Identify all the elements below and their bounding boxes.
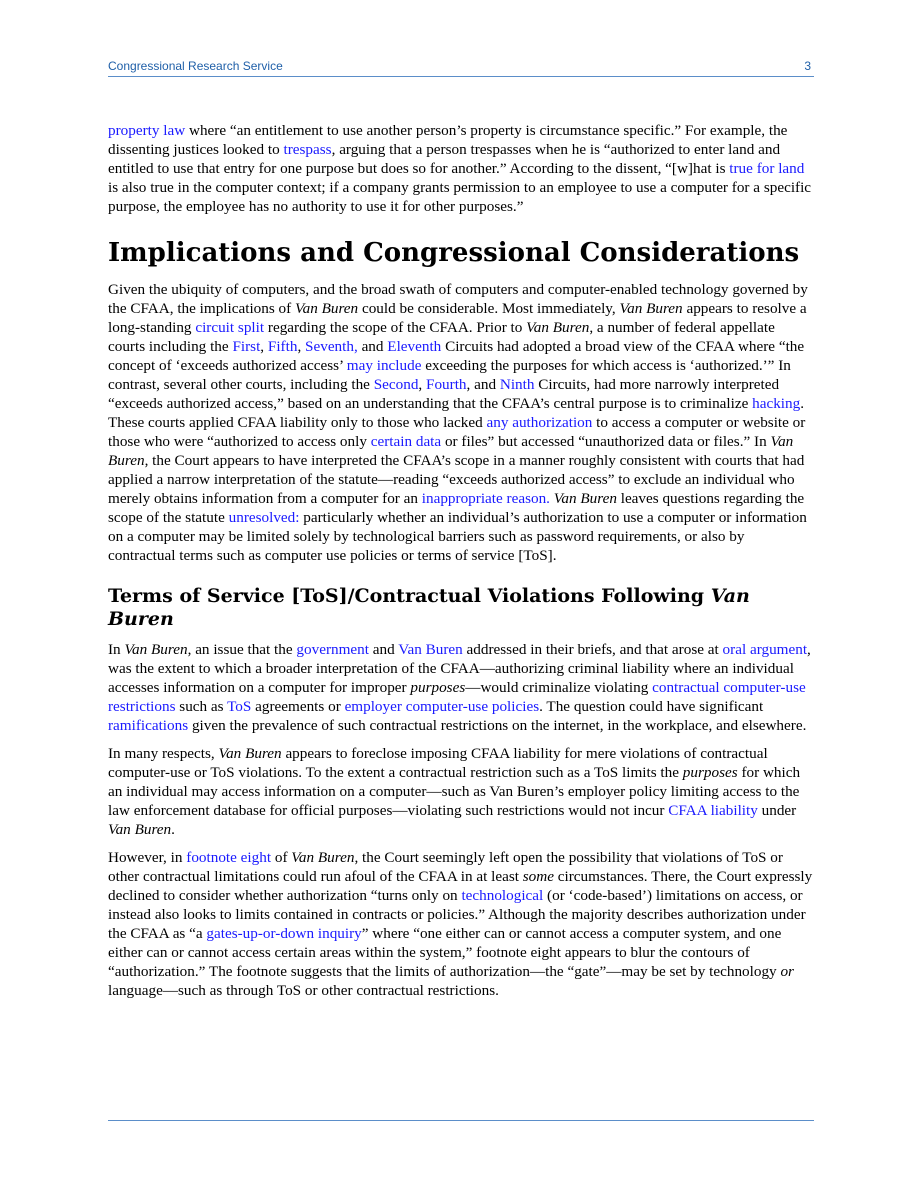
paragraph-tos-issue — [108, 640, 814, 735]
page-header — [108, 58, 814, 77]
text: circumstances. There, the Court expressly declined to consider whether authorization “turns only on — [108, 868, 813, 904]
text: Circuits had adopted a broad view of the CFAA where “the concept of ‘exceeds authorized access’ — [108, 338, 805, 374]
link-true-for-land[interactable]: true for land — [729, 160, 805, 177]
text: to access a computer or website or those who were “authorized to access only — [108, 414, 806, 450]
link-may-include[interactable]: may include — [346, 357, 422, 374]
link-technological[interactable]: technological — [461, 887, 544, 904]
section-heading-implications: Implications and Congressional Considerations — [108, 238, 800, 268]
text: or files” but accessed “unauthorized data or files.” In — [441, 433, 771, 450]
text: , was the extent to which a broader interpretation of the CFAA—authorizing criminal liability where an individual accesses information on a computer for improper — [108, 641, 811, 696]
text: . The question could have significant — [539, 698, 764, 715]
page-number: 3 — [804, 59, 811, 73]
link-unresolved[interactable]: unresolved: — [228, 509, 300, 526]
case-name: Van Buren — [291, 849, 355, 866]
text: , a number of federal appellate courts including the — [108, 319, 775, 355]
case-name: Van Buren — [218, 745, 282, 762]
link-government[interactable]: government — [296, 641, 369, 658]
link-tos[interactable]: ToS — [227, 698, 252, 715]
text: given the prevalence of such contractual restrictions on the internet, in the workplace, and elsewhere. — [188, 717, 807, 734]
case-name: Van Buren — [124, 641, 188, 658]
case-name: Van Buren — [526, 319, 590, 336]
text: where “an entitlement to use another person’s property is circumstance specific.” For example, the dissenting justices looked to — [108, 122, 788, 158]
link-trespass[interactable]: trespass — [283, 141, 332, 158]
footer-divider — [108, 1120, 814, 1121]
subsection-heading-tos — [108, 585, 814, 631]
text: regarding the scope of the CFAA. Prior to — [264, 319, 527, 336]
link-contractual-restrictions[interactable]: contractual computer-use restrictions — [108, 679, 806, 715]
text: , arguing that a person trespasses when he is “authorized to enter land and entitled to use that entry for one purpose but does so for another.” According to the dissent, “[w]hat is — [108, 141, 781, 177]
text: . These courts applied CFAA liability only to those who lacked — [108, 395, 804, 431]
text: , — [418, 376, 427, 393]
text: language—such as through ToS or other contractual restrictions. — [108, 982, 499, 999]
text: . — [171, 821, 175, 838]
text: agreements or — [251, 698, 345, 715]
text: ” where “one either can or cannot access a computer system, and one either can or cannot access certain areas within the system,” footnote eight appears to blur the contours of “authorization.” The footnote suggests that the limits of authorization—the “gate”—may be set by technology — [108, 925, 782, 980]
link-ramifications[interactable]: ramifications — [108, 717, 189, 734]
emphasis: purposes — [410, 679, 466, 696]
emphasis: or — [780, 963, 794, 980]
case-name: Van Buren — [108, 433, 794, 469]
paragraph-footnote-eight — [108, 848, 814, 1000]
case-name: Van Buren — [553, 490, 617, 507]
text: Given the ubiquity of computers, and the broad swath of computers and computer-enabled technology governed by the CFAA, the implications of — [108, 281, 808, 317]
text: However, in — [108, 849, 187, 866]
link-any-authorization[interactable]: any authorization — [486, 414, 593, 431]
text: In many respects, — [108, 745, 219, 762]
link-first-circuit[interactable]: First — [232, 338, 261, 355]
link-fifth-circuit[interactable]: Fifth — [267, 338, 298, 355]
text: exceeding the purposes for which access is ‘authorized.’” In contrast, several other courts, including the — [108, 357, 791, 393]
text: such as — [175, 698, 228, 715]
text: Circuits, had more narrowly interpreted “exceeds authorized access,” based on an understanding that the CFAA’s central purpose is to criminalize — [108, 376, 780, 412]
link-footnote-eight[interactable]: footnote eight — [186, 849, 272, 866]
text: for which an individual may access information on a computer—such as Van Buren’s employer policy limiting access to the law enforcement database for official purposes—violating such restrictions would not incur — [108, 764, 801, 819]
link-circuit-split[interactable]: circuit split — [195, 319, 265, 336]
text: , and — [466, 376, 500, 393]
text: appears to foreclose imposing CFAA liability for mere violations of contractual computer-use or ToS violations. To the extent a contractual restriction such as a ToS limits the — [108, 745, 768, 781]
paragraph-foreclose-liability — [108, 744, 814, 839]
text: under — [757, 802, 797, 819]
heading-case-name: Van Buren — [108, 585, 750, 630]
link-property-law[interactable]: property law — [108, 122, 186, 139]
text: particularly whether an individual’s authorization to use a computer or information on a computer may be limited solely by technological barriers such as password requirements, or also by contractual terms such as computer use policies or terms of service [ToS]. — [108, 509, 807, 564]
emphasis: some — [522, 868, 554, 885]
document-body — [108, 121, 814, 1009]
heading-text: Terms of Service [ToS]/Contractual Violations Following — [108, 585, 711, 607]
text: of — [271, 849, 292, 866]
text: and — [357, 338, 388, 355]
emphasis: purposes — [682, 764, 738, 781]
link-hacking[interactable]: hacking — [752, 395, 801, 412]
link-seventh-circuit[interactable]: Seventh, — [305, 338, 358, 355]
text: is also true in the computer context; if a company grants permission to an employee to use a computer for a specific purpose, the employee has no authority to use it for other purposes.” — [108, 179, 812, 215]
text: In — [108, 641, 125, 658]
link-van-buren-brief[interactable]: Van Buren — [398, 641, 463, 658]
text: and — [368, 641, 399, 658]
text: , — [297, 338, 306, 355]
link-certain-data[interactable]: certain data — [370, 433, 442, 450]
text: leaves questions regarding the scope of the statute — [108, 490, 805, 526]
paragraph-implications — [108, 280, 814, 565]
case-name: Van Buren — [295, 300, 359, 317]
text: , an issue that the — [187, 641, 297, 658]
link-cfaa-liability[interactable]: CFAA liability — [668, 802, 758, 819]
text: addressed in their briefs, and that arose at — [462, 641, 723, 658]
case-name: Van Buren — [619, 300, 683, 317]
paragraph-dissent-property-law — [108, 121, 814, 216]
text: , the Court seemingly left open the possibility that violations of ToS or other contractual limitations could run afoul of the CFAA in at least — [108, 849, 783, 885]
link-eleventh-circuit[interactable]: Eleventh — [387, 338, 442, 355]
link-gates-up-or-down[interactable]: gates-up-or-down inquiry — [206, 925, 362, 942]
link-oral-argument[interactable]: oral argument — [722, 641, 808, 658]
link-fourth-circuit[interactable]: Fourth — [426, 376, 467, 393]
text: (or ‘code-based’) limitations on access, or instead also looks to limits contained in contracts or policies.” Although the majority describes authorization under the CFAA as “a — [108, 887, 806, 942]
case-name: Van Buren — [108, 821, 172, 838]
header-organization: Congressional Research Service — [108, 59, 283, 73]
text: , the Court appears to have interpreted the CFAA’s scope in a manner roughly consistent with courts that had applied a narrow interpretation of the statute—reading “exceeds authorized access” to exclude an individual who merely obtains information from a computer for an — [108, 452, 805, 507]
link-ninth-circuit[interactable]: Ninth — [499, 376, 535, 393]
link-second-circuit[interactable]: Second — [373, 376, 419, 393]
text: appears to resolve a long-standing — [108, 300, 807, 336]
text: , — [260, 338, 268, 355]
text: —would criminalize violating — [465, 679, 653, 696]
text: could be considerable. Most immediately, — [358, 300, 620, 317]
link-employer-policies[interactable]: employer computer-use policies — [344, 698, 540, 715]
link-inappropriate-reason[interactable]: inappropriate reason. — [421, 490, 550, 507]
